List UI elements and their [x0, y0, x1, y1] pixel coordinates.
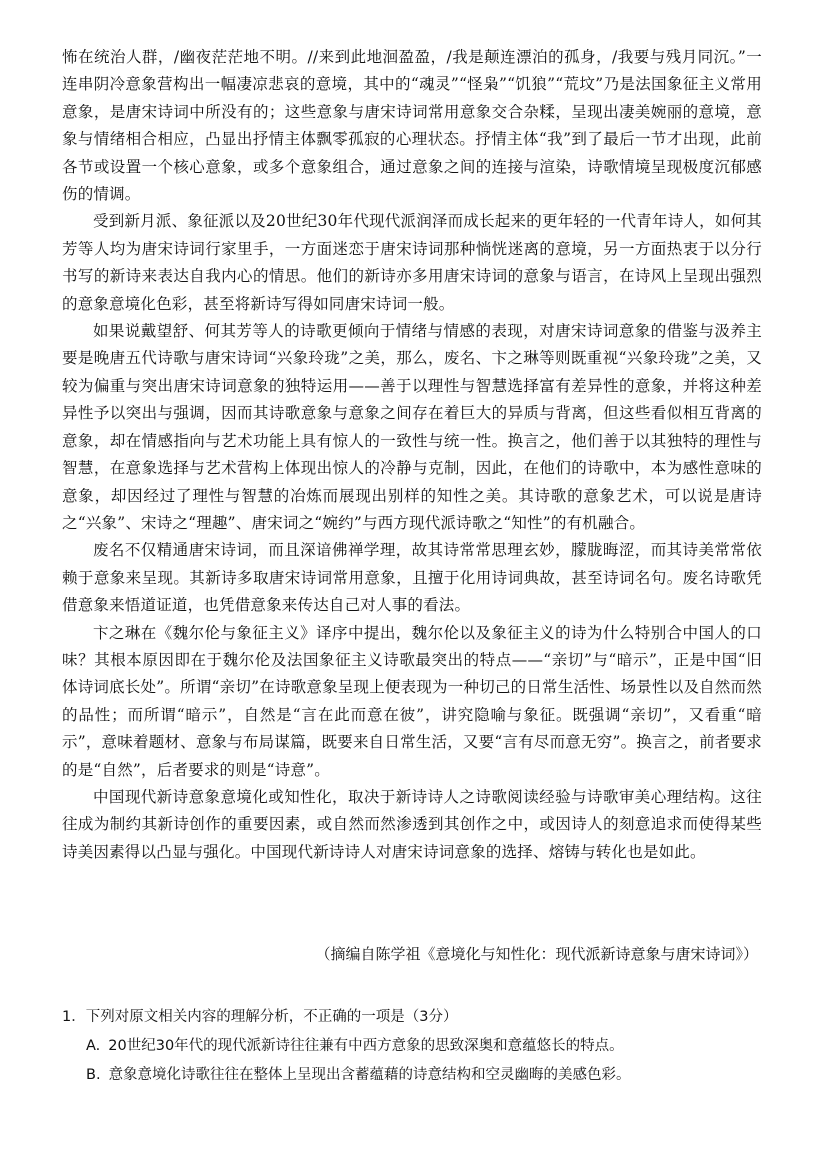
- article-paragraph-6: 中国现代新诗意象意境化或知性化，取决于新诗诗人之诗歌阅读经验与诗歌审美心理结构。这往往成为制约其新诗创作的重要因素，或自然而然渗透到其创作之中，或因诗人的刻意追求而使得某些诗美因素得以凸显与强化。中国现代新诗诗人对唐宋诗词意象的选择、熔铸与转化也是如此。: [62, 787, 762, 861]
- question-option-b: [62, 1061, 762, 1090]
- question-option-a: [62, 1032, 762, 1061]
- article-paragraph-5: 卞之琳在《魏尔伦与象征主义》译序中提出，魏尔伦以及象征主义的诗为什么特别合中国人的口味？其根本原因即在于魏尔伦及法国象征主义诗歌最突出的特点——“亲切”与“暗示”，正是中国“旧体诗词底长处”。所谓“亲切”在诗歌意象呈现上便表现为一种切己的日常生活性、场景性以及自然而然的品性；而所谓“暗示”，自然是“言在此而意在彼”，讲究隐喻与象征。既强调“亲切”，又看重“暗示”，意味着题材、意象与布局谋篇，既要来自日常生活，又要“言有尽而意无穷”。换言之，前者要求的是“自然”，后者要求的则是“诗意”。: [62, 623, 762, 779]
- question-stem: 1．下列对原文相关内容的理解分析，不正确的一项是（3分）: [62, 1009, 458, 1025]
- question-1: [62, 1003, 762, 1090]
- article-paragraph-3: 如果说戴望舒、何其芳等人的诗歌更倾向于情绪与情感的表现，对唐宋诗词意象的借鉴与汲养主要是晚唐五代诗歌与唐宋诗词“兴象玲珑”之美，那么，废名、卞之琳等则既重视“兴象玲珑”之美，又较为偏重与突出唐宋诗词意象的独特运用——善于以理性与智慧选择富有差异性的意象，并将这种差异性予以突出与强调，因而其诗歌意象与意象之间存在着巨大的异质与背离，但这些看似相互背离的意象，却在情感指向与艺术功能上具有惊人的一致性与统一性。换言之，他们善于以其独特的理性与智慧，在意象选择与艺术营构上体现出惊人的冷静与克制，因此，在他们的诗歌中，本为感性意味的意象，却因经过了理性与智慧的冶炼而展现出别样的知性之美。其诗歌的意象艺术，可以说是唐诗之“兴象”、宋诗之“理趣”、唐宋词之“婉约”与西方现代派诗歌之“知性”的有机融合。: [62, 322, 762, 532]
- article-paragraph-1: 怖在统治人群，/幽夜茫茫地不明。//来到此地洄盈盈，/我是颠连漂泊的孤身，/我要与残月同沉。”一连串阴冷意象营构出一幅凄凉悲哀的意境，其中的“魂灵”“怪枭”“饥狼”“荒坟”乃是法国象征主义常用意象，是唐宋诗词中所没有的；这些意象与唐宋诗词常用意象交合杂糅，呈现出凄美婉丽的意境，意象与情绪相合相应，凸显出抒情主体飘零孤寂的心理状态。抒情主体“我”到了最后一节才出现，此前各节或设置一个核心意象，或多个意象组合，通过意象之间的连接与渲染，诗歌情境呈现极度沉郁感伤的情调。: [62, 48, 762, 204]
- article-paragraph-4: 废名不仅精通唐宋诗词，而且深谙佛禅学理，故其诗常常思理玄妙，朦胧晦涩，而其诗美常常依赖于意象来呈现。其新诗多取唐宋诗词常用意象，且擅于化用诗词典故，甚至诗词名句。废名诗歌凭借意象来悟道证道，也凭借意象来传达自己对人事的看法。: [62, 541, 762, 615]
- article-source-citation: （摘编自陈学祖《意境化与知性化：现代派新诗意象与唐宋诗词》）: [315, 945, 758, 963]
- option-text: 意象意境化诗歌往往在整体上呈现出含蓄蕴藉的诗意结构和空灵幽晦的美感色彩。: [108, 1067, 631, 1083]
- article-paragraph-2: 受到新月派、象征派以及20世纪30年代现代派润泽而成长起来的更年轻的一代青年诗人，如何其芳等人均为唐宋诗词行家里手，一方面迷恋于唐宋诗词那种惝恍迷离的意境，另一方面热衷于以分行书写的新诗来表达自我内心的情思。他们的新诗亦多用唐宋诗词的意象与语言，在诗风上呈现出强烈的意象意境化色彩，甚至将新诗写得如同唐宋诗词一般。: [62, 212, 762, 313]
- option-text: 20世纪30年代的现代派新诗往往兼有中西方意象的思致深奥和意蕴悠长的特点。: [108, 1038, 624, 1054]
- reading-article: [62, 44, 762, 866]
- option-letter: B.: [86, 1067, 101, 1083]
- option-letter: A.: [86, 1038, 101, 1054]
